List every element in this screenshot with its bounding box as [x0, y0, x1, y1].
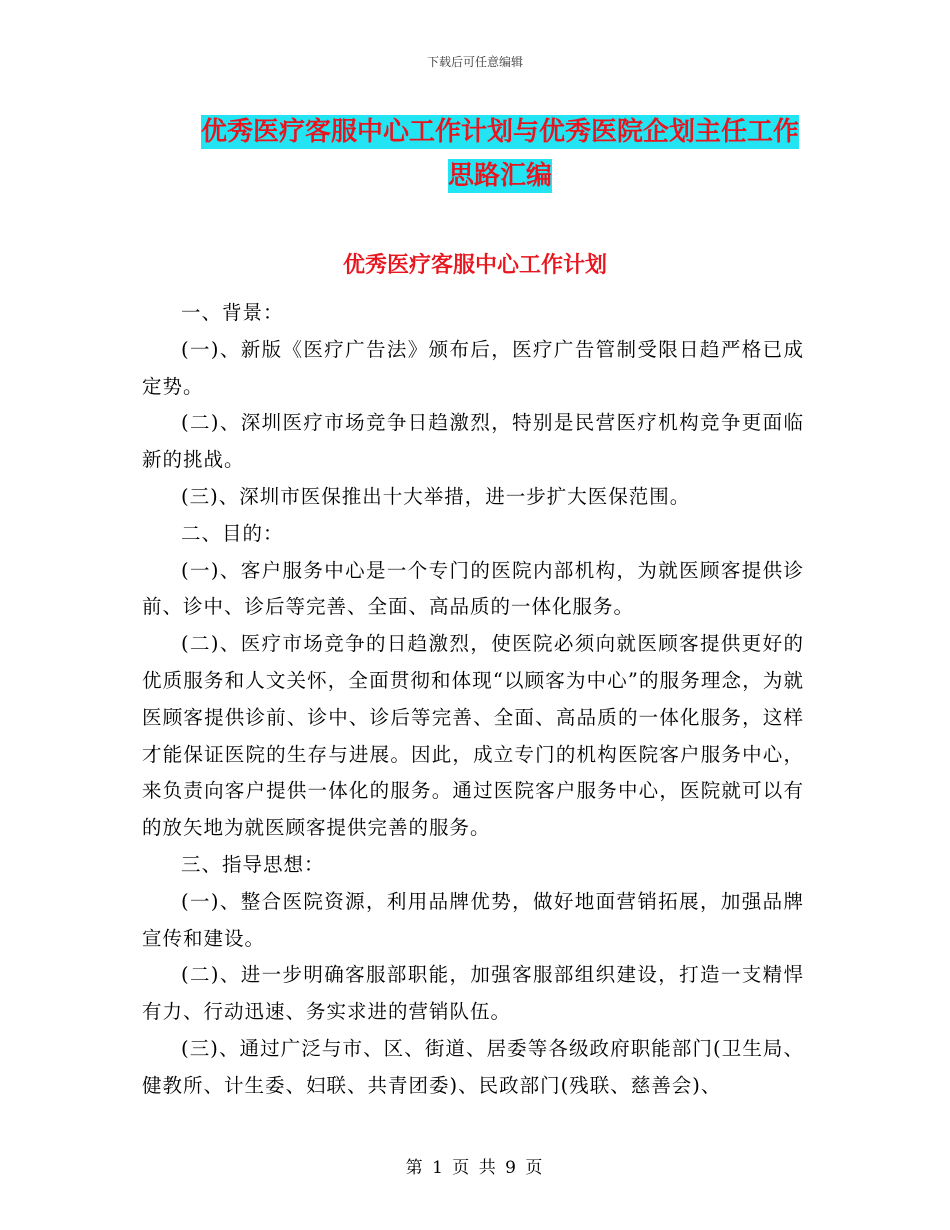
document-title	[190, 110, 810, 198]
page-header-note: 下载后可任意编辑	[426, 55, 523, 69]
page-number-footer: 第 1 页 共 9 页	[405, 1158, 545, 1178]
paragraph-background-heading: 一、背景：	[181, 301, 284, 324]
document-title-line-1: 优秀医疗客服中心工作计划与优秀医院企划主任工作	[200, 117, 799, 147]
paragraph-guiding-heading: 三、指导思想：	[181, 852, 325, 876]
paragraph-guiding-2: (二)、进一步明确客服部职能，加强客服部组织建设，打造一支精悍有力、行动迅速、务实求进的营销队伍。	[142, 963, 804, 1024]
document-body	[142, 295, 804, 1105]
paragraph-background-3: (三)、深圳市医保推出十大举措，进一步扩大医保范围。	[181, 484, 691, 508]
paragraph-background-2: (二)、深圳医疗市场竞争日趋激烈，特别是民营医疗机构竞争更面临新的挑战。	[142, 411, 804, 472]
document-title-line-2: 思路汇编	[447, 161, 552, 191]
paragraph-guiding-3: (三)、通过广泛与市、区、街道、居委等各级政府职能部门(卫生局、健教所、计生委、妇联、共青团委)、民政部门(残联、慈善会)、	[142, 1036, 804, 1097]
paragraph-purpose-1: (一)、客户服务中心是一个专门的医院内部机构，为就医顾客提供诊前、诊中、诊后等完善、全面、高品质的一体化服务。	[142, 558, 804, 619]
paragraph-guiding-1: (一)、整合医院资源，利用品牌优势，做好地面营销拓展，加强品牌宣传和建设。	[142, 889, 804, 950]
paragraph-purpose-heading: 二、目的：	[181, 521, 284, 545]
paragraph-background-1: (一)、新版《医疗广告法》颁布后，医疗广告管制受限日趋严格已成定势。	[142, 337, 804, 398]
section-title: 优秀医疗客服中心工作计划	[342, 253, 607, 278]
paragraph-purpose-2: (二)、医疗市场竞争的日趋激烈，使医院必须向就医顾客提供更好的优质服务和人文关怀，全面贯彻和体现“以顾客为中心”的服务理念，为就医顾客提供诊前、诊中、诊后等完善、全面、高品质的一体化服务，这样才能保证医院的生存与进展。因此，成立专门的机构医院客户服务中心，来负责向客户提供一体化的服务。通过医院客户服务中心，医院就可以有的放矢地为就医顾客提供完善的服务。	[142, 632, 804, 840]
